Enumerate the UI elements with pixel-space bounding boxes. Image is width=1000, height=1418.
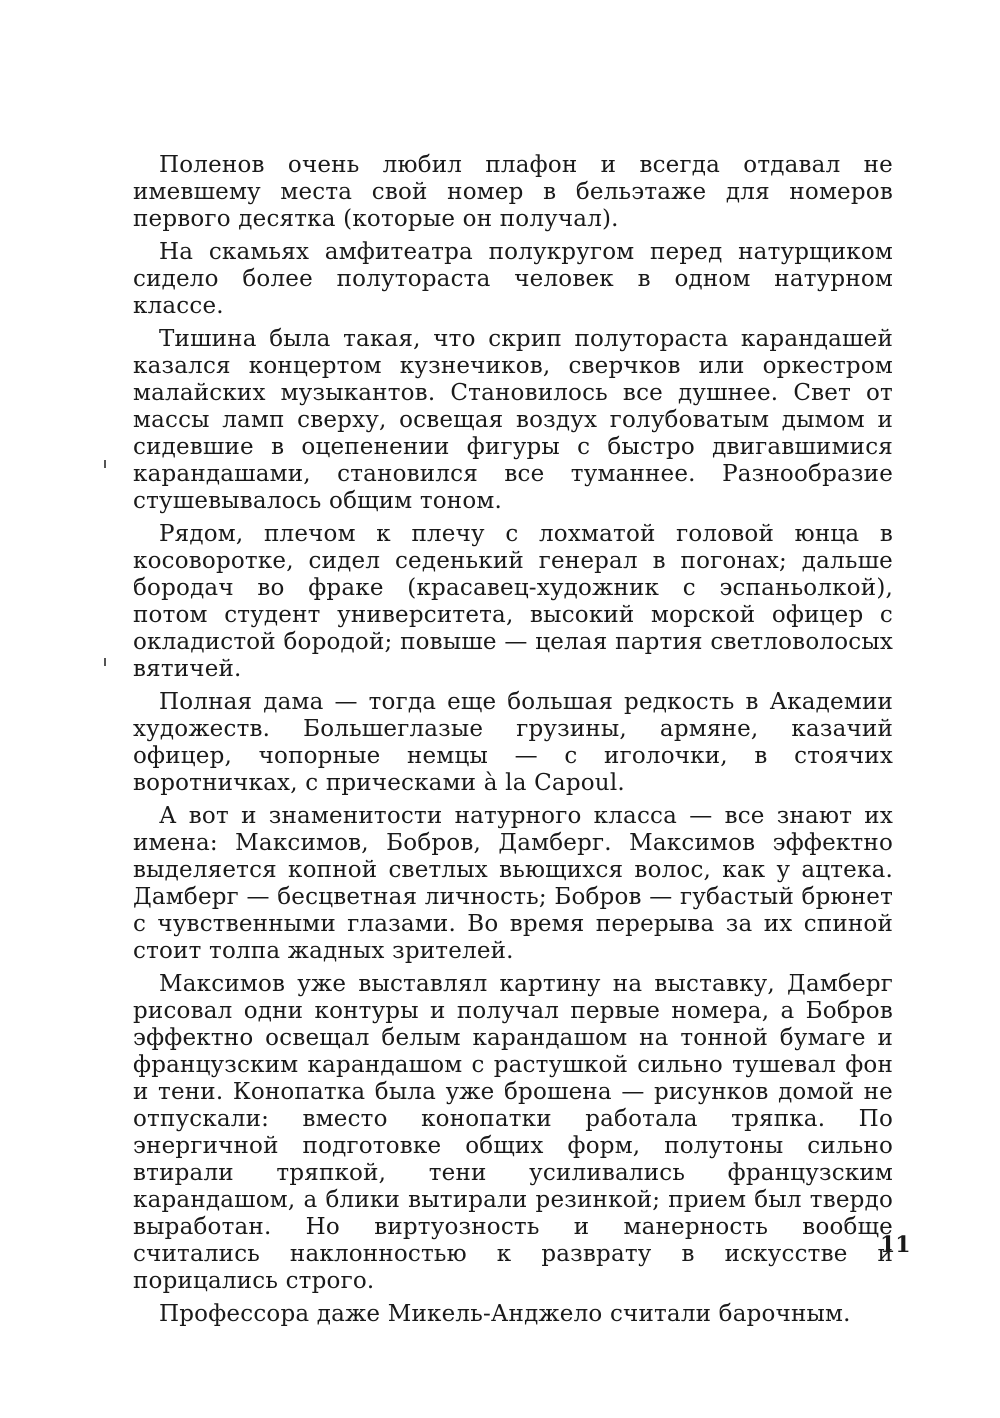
margin-mark [104, 658, 106, 666]
paragraph: Рядом, плечом к плечу с лохматой головой юнца в косоворотке, сидел седенький генерал в погонах; дальше бородач во фраке (красавец-художник с эспаньолкой), потом студент университета, высокий морской офицер с окладистой бородой; повыше — целая партия светловолосых вятичей. [133, 521, 893, 682]
paragraph: Профессора даже Микель-Анджело считали барочным. [159, 1301, 851, 1327]
paragraph: Полная дама — тогда еще большая редкость в Академии художеств. Большеглазые грузины, армяне, казачий офицер, чопорные немцы — с иголочки, в стоячих воротничках, с прическами à la Capoul. [133, 689, 893, 796]
margin-mark [104, 460, 106, 468]
paragraph: Максимов уже выставлял картину на выставку, Дамберг рисовал одни контуры и получал первые номера, а Бобров эффектно освещал белым карандашом на тонной бумаге и французским карандашом с растушкой сильно тушевал фон и тени. Конопатка была уже брошена — рисунков домой не отпускали: вместо конопатки работала тряпка. По энергичной подготовке общих форм, полутоны сильно втирали тряпкой, тени усиливались французским карандашом, а блики вытирали резинкой; прием был твердо выработан. Но виртуозность и манерность вообще считались наклонностью к разврату в искусстве и порицались строго. [133, 971, 893, 1294]
body-text [133, 152, 893, 1334]
paragraph: Поленов очень любил плафон и всегда отдавал не имевшему места свой номер в бельэтаже для номеров первого десятка (которые он получал). [133, 152, 893, 232]
paragraph: А вот и знаменитости натурного класса — все знают их имена: Максимов, Бобров, Дамберг. Максимов эффектно выделяется копной светлых вьющихся волос, как у ацтека. Дамберг — бесцветная личность; Бобров — губастый брюнет с чувственными глазами. Во время перерыва за их спиной стоит толпа жадных зрителей. [133, 803, 893, 964]
page-number: 11 [880, 1232, 911, 1258]
paragraph: Тишина была такая, что скрип полутораста карандашей казался концертом кузнечиков, сверчков или оркестром малайских музыкантов. Становилось все душнее. Свет от массы ламп сверху, освещая воздух голубоватым дымом и сидевшие в оцепенении фигуры с быстро двигавшимися карандашами, становился все туманнее. Разнообразие стушевывалось общим тоном. [133, 326, 893, 514]
paragraph: На скамьях амфитеатра полукругом перед натурщиком сидело более полутораста человек в одном натурном классе. [133, 239, 893, 319]
